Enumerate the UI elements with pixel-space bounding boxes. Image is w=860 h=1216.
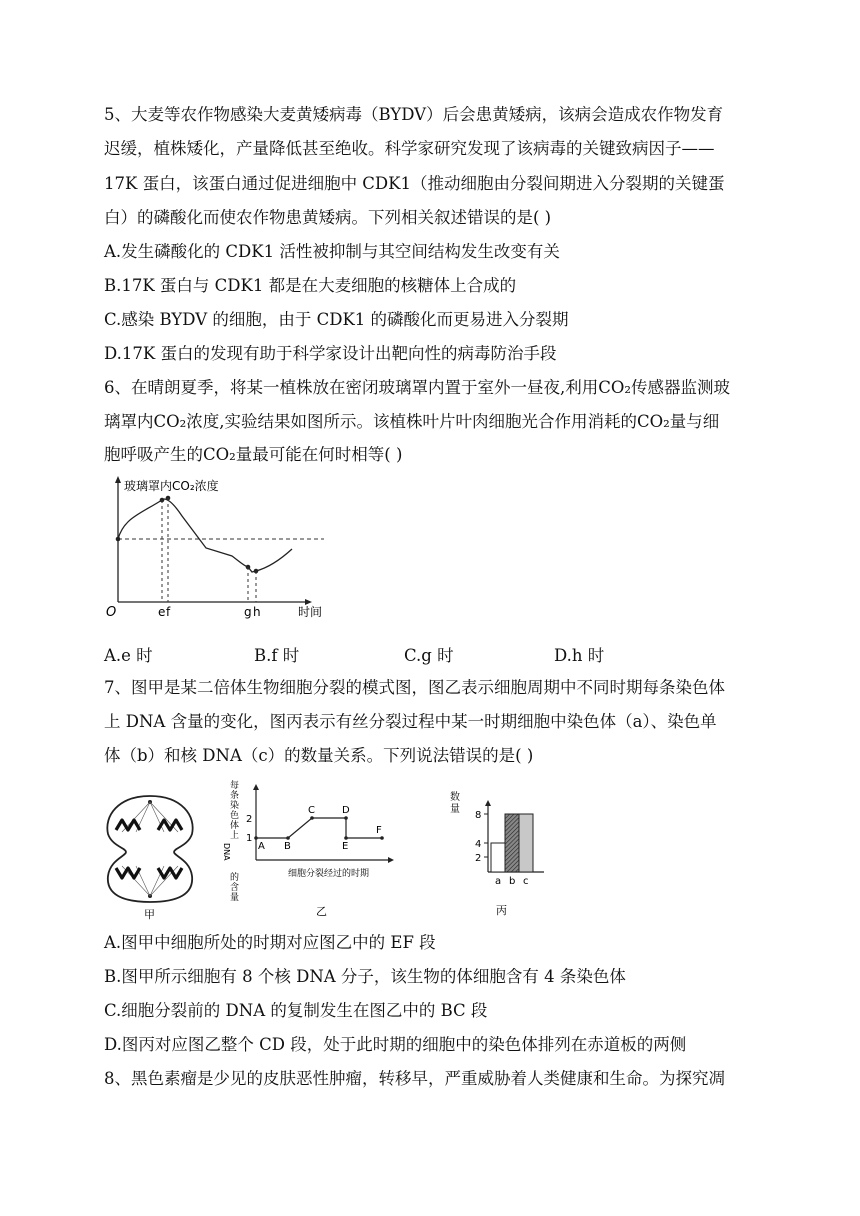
svg-text:B: B [284,841,291,852]
q7-option-c: C.细胞分裂前的 DNA 的复制发生在图乙中的 BC 段 [104,1001,488,1020]
y-axis-arrow [115,476,121,483]
bing-y-arrow [485,800,491,806]
bing-ytick-2: 2 [475,853,482,864]
svg-text:DNA: DNA [222,843,231,861]
cell-outline [107,796,192,902]
q6-co2-graph [102,474,342,622]
yi-x-arrow [388,857,394,863]
tick-e: e [158,605,166,619]
q5-option-d: D.17K 蛋白的发现有助于科学家设计出靶向性的病毒防治手段 [104,344,557,363]
yi-ytick-2: 2 [246,814,253,825]
q5-stem-line-2: 迟缓，植株矮化，产量降低甚至绝收。科学家研究发现了该病毒的关键致病因子—— [104,139,715,158]
svg-text:F: F [376,825,382,836]
q7-fig-jia-cell [100,788,200,923]
svg-text:A: A [258,841,265,852]
q6-option-c: C.g 时 [404,646,454,665]
bar-c [519,814,533,872]
q7-stem-line-1: 7、图甲是某二倍体生物细胞分裂的模式图，图乙表示细胞周期中不同时期每条染色体 [104,678,725,697]
q5-stem-line-4: 白）的磷酸化而使农作物患黄矮病。下列相关叙述错误的是( ) [104,208,552,227]
q8-stem-line-1: 8、黑色素瘤是少见的皮肤恶性肿瘤，转移早，严重威胁着人类健康和生命。为探究凋 [104,1069,725,1088]
yi-point-labels [258,805,382,852]
svg-text:量: 量 [230,893,240,903]
svg-text:E: E [342,841,349,852]
svg-text:条: 条 [230,791,240,801]
bing-ylabel-2: 量 [450,804,460,815]
yi-ytick-1: 1 [246,833,253,844]
bing-ytick-4: 4 [475,839,482,850]
x-axis-label: 时间 [298,605,323,619]
q7-option-a: A.图甲中细胞所处的时期对应图乙中的 EF 段 [104,933,436,952]
yi-points [254,816,384,840]
svg-text:色: 色 [230,811,240,821]
svg-text:含: 含 [230,883,240,893]
q6-options [104,642,744,666]
q7-fig-bing-chart [444,786,564,921]
yi-dna-line [256,818,382,838]
svg-text:染: 染 [230,801,240,811]
chromosomes-top [116,820,182,830]
q5-option-a: A.发生磷酸化的 CDK1 活性被抑制与其空间结构发生改变有关 [104,242,560,261]
yi-y-arrow [253,784,259,790]
start-point [116,537,121,542]
bar-a [491,843,505,872]
q7-stem-line-3: 体（b）和核 DNA（c）的数量关系。下列说法错误的是( ) [104,746,534,765]
bing-ytick-8: 8 [475,810,482,821]
q7-fig-yi-graph [222,776,406,921]
tick-g: g [244,605,252,619]
q5-option-c: C.感染 BYDV 的细胞，由于 CDK1 的磷酸化而更易进入分裂期 [104,310,569,329]
svg-text:上: 上 [230,831,240,841]
yi-caption: 乙 [316,905,327,918]
q5-stem-line-3: 17K 蛋白，该蛋白通过促进细胞中 CDK1（推动细胞由分裂间期进入分裂期的关键蛋 [104,174,725,193]
q7-option-d: D.图丙对应图乙整个 CD 段，处于此时期的细胞中的染色体排列在赤道板的两侧 [104,1035,687,1054]
bing-ylabel-1: 数 [450,792,460,803]
q6-option-b: B.f 时 [254,646,300,665]
tick-h: h [253,605,261,619]
q7-stem-line-2: 上 DNA 含量的变化，图丙表示有丝分裂过程中某一时期细胞中染色体（a）、染色单 [104,712,717,731]
q6-stem-line-3: 胞呼吸产生的CO₂量最可能在何时相等( ) [104,445,403,464]
bing-cat-b: b [509,876,516,887]
q6-option-d: D.h 时 [554,646,605,665]
origin-label: O [106,605,117,620]
co2-curve [118,499,292,572]
q6-stem-line-2: 璃罩内CO₂浓度,实验结果如图所示。该植株叶片叶肉细胞光合作用消耗的CO₂量与细 [104,412,720,431]
yi-ylabel [222,779,239,903]
yi-x-axis-label: 细胞分裂经过的时期 [288,869,370,879]
bing-caption: 丙 [496,904,507,917]
svg-text:D: D [342,805,350,816]
svg-text:C: C [308,805,315,816]
q6-option-a: A.e 时 [104,646,153,665]
bing-cat-c: c [523,876,529,887]
bing-cat-a: a [495,876,502,887]
bar-b [505,814,519,872]
y-axis-label: 玻璃罩内CO₂浓度 [124,479,219,493]
svg-text:体: 体 [230,821,240,831]
svg-text:的: 的 [230,873,240,883]
q6-stem-line-1: 6、在晴朗夏季，将某一植株放在密闭玻璃罩内置于室外一昼夜,利用CO₂传感器监测玻 [104,378,731,397]
q5-option-b: B.17K 蛋白与 CDK1 都是在大麦细胞的核糖体上合成的 [104,276,517,295]
svg-text:每: 每 [230,781,240,791]
tick-f: f [166,605,171,619]
fig-jia-caption: 甲 [144,908,155,921]
chromosomes-bottom [116,868,182,878]
q7-option-b: B.图甲所示细胞有 8 个核 DNA 分子，该生物的体细胞含有 4 条染色体 [104,967,626,986]
q5-stem-line-1: 5、大麦等农作物感染大麦黄矮病毒（BYDV）后会患黄矮病，该病会造成农作物发育 [104,105,724,124]
